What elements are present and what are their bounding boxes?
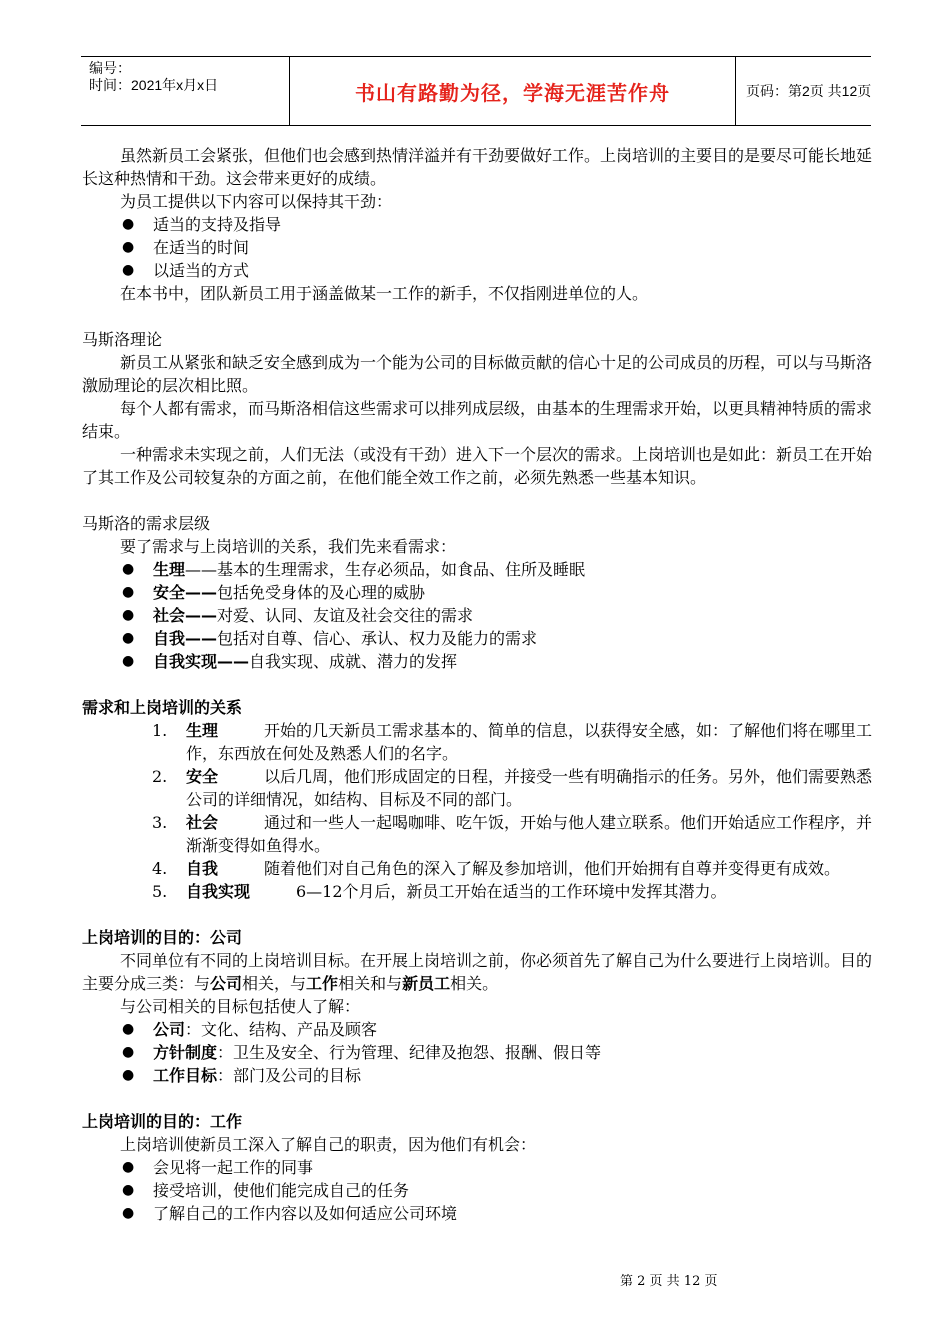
list-item: ● 以适当的方式 <box>122 261 250 280</box>
bullet-icon: ● <box>122 1021 135 1037</box>
paragraph: 新员工从紧张和缺乏安全感到成为一个能为公司的目标做贡献的信心十足的公司成员的历程，可以与马斯洛激励理论的层次相比照。 <box>82 353 873 395</box>
list-item: ● 接受培训，使他们能完成自己的任务 <box>122 1181 410 1200</box>
header-number: 编号： <box>89 60 131 76</box>
numbered-item: 4. 自我 随着他们对自己角色的深入了解及参加培训，他们开始拥有自尊并变得更有成效。 <box>152 859 841 878</box>
numbered-item: 3. 社会 通过和一些人一起喝咖啡、吃午饭，开始与他人建立联系。他们开始适应工作程序，并渐渐变得如鱼得水。 <box>152 813 873 855</box>
paragraph: 不同单位有不同的上岗培训目标。在开展上岗培训之前，你必须首先了解自己为什么要进行上岗培训。目的主要分成三类：与公司相关，与工作相关和与新员工相关。 <box>82 951 873 993</box>
bullet-icon: ● <box>122 262 135 278</box>
list-item: ● 社会——对爱、认同、友谊及社会交往的需求 <box>122 606 474 625</box>
list-item: ● 方针制度：卫生及安全、行为管理、纪律及抱怨、报酬、假日等 <box>122 1043 602 1062</box>
list-item: ● 生理——基本的生理需求，生存必须品，如食品、住所及睡眠 <box>122 560 586 579</box>
numbered-item: 1. 生理 开始的几天新员工需求基本的、简单的信息，以获得安全感，如：了解他们将在哪里工作，东西放在何处及熟悉人们的名字。 <box>152 721 873 763</box>
list-item: ● 自我——包括对自尊、信心、承认、权力及能力的需求 <box>122 629 538 648</box>
section-heading: 上岗培训的目的：公司 <box>82 928 243 947</box>
bullet-icon: ● <box>122 1205 135 1221</box>
section-title: 马斯洛的需求层级 <box>82 514 211 533</box>
paragraph: 上岗培训使新员工深入了解自己的职责，因为他们有机会： <box>120 1135 537 1154</box>
paragraph: 与公司相关的目标包括使人了解： <box>120 997 361 1016</box>
document-body <box>82 144 872 1225</box>
numbered-item: 2. 安全 以后几周，他们形成固定的日程，并接受一些有明确指示的任务。另外，他们需要熟悉公司的详细情况，如结构、目标及不同的部门。 <box>152 767 873 809</box>
bullet-icon: ● <box>122 584 135 600</box>
paragraph: 一种需求未实现之前，人们无法（或没有干劲）进入下一个层次的需求。上岗培训也是如此：新员工在开始了其工作及公司较复杂的方面之前，在他们能全效工作之前，必须先熟悉一些基本知识。 <box>82 445 873 487</box>
bullet-icon: ● <box>122 216 135 232</box>
bullet-icon: ● <box>122 1044 135 1060</box>
page-header-table <box>81 56 871 126</box>
list-item: ● 会见将一起工作的同事 <box>122 1158 314 1177</box>
paragraph: 要了需求与上岗培训的关系，我们先来看需求： <box>120 537 457 556</box>
bullet-icon: ● <box>122 561 135 577</box>
paragraph: 在本书中，团队新员工用于涵盖做某一工作的新手，不仅指刚进单位的人。 <box>120 284 649 303</box>
bullet-icon: ● <box>122 1067 135 1083</box>
bullet-icon: ● <box>122 1159 135 1175</box>
header-motto: 书山有路勤为径，学海无涯苦作舟 <box>289 57 736 125</box>
header-time: 时间：2021年x月x日 <box>89 77 219 93</box>
header-page-code: 页码：第2页 共12页 <box>746 83 872 99</box>
section-title: 马斯洛理论 <box>82 330 163 349</box>
list-item: ● 了解自己的工作内容以及如何适应公司环境 <box>122 1204 458 1223</box>
bullet-icon: ● <box>122 239 135 255</box>
header-meta <box>81 57 289 125</box>
list-item: ● 适当的支持及指导 <box>122 215 282 234</box>
page-footer: 第 2 页 共 12 页 <box>620 1274 718 1289</box>
paragraph: 每个人都有需求，而马斯洛相信这些需求可以排列成层级，由基本的生理需求开始，以更具精神特质的需求结束。 <box>82 399 873 441</box>
list-item: ● 自我实现——自我实现、成就、潜力的发挥 <box>122 652 458 671</box>
numbered-item: 5. 自我实现 6—12个月后，新员工开始在适当的工作环境中发挥其潜力。 <box>152 882 727 901</box>
list-item: ● 在适当的时间 <box>122 238 250 257</box>
bullet-icon: ● <box>122 1182 135 1198</box>
list-item: ● 安全——包括免受身体的及心理的威胁 <box>122 583 426 602</box>
bullet-icon: ● <box>122 607 135 623</box>
paragraph: 为员工提供以下内容可以保持其干劲： <box>120 192 393 211</box>
list-item: ● 公司：文化、结构、产品及顾客 <box>122 1020 378 1039</box>
section-heading: 上岗培训的目的：工作 <box>82 1112 243 1131</box>
section-heading: 需求和上岗培训的关系 <box>82 698 243 717</box>
bullet-icon: ● <box>122 653 135 669</box>
list-item: ● 工作目标：部门及公司的目标 <box>122 1066 362 1085</box>
paragraph: 虽然新员工会紧张，但他们也会感到热情洋溢并有干劲要做好工作。上岗培训的主要目的是要尽可能长地延长这种热情和干劲。这会带来更好的成绩。 <box>82 146 873 188</box>
bullet-icon: ● <box>122 630 135 646</box>
